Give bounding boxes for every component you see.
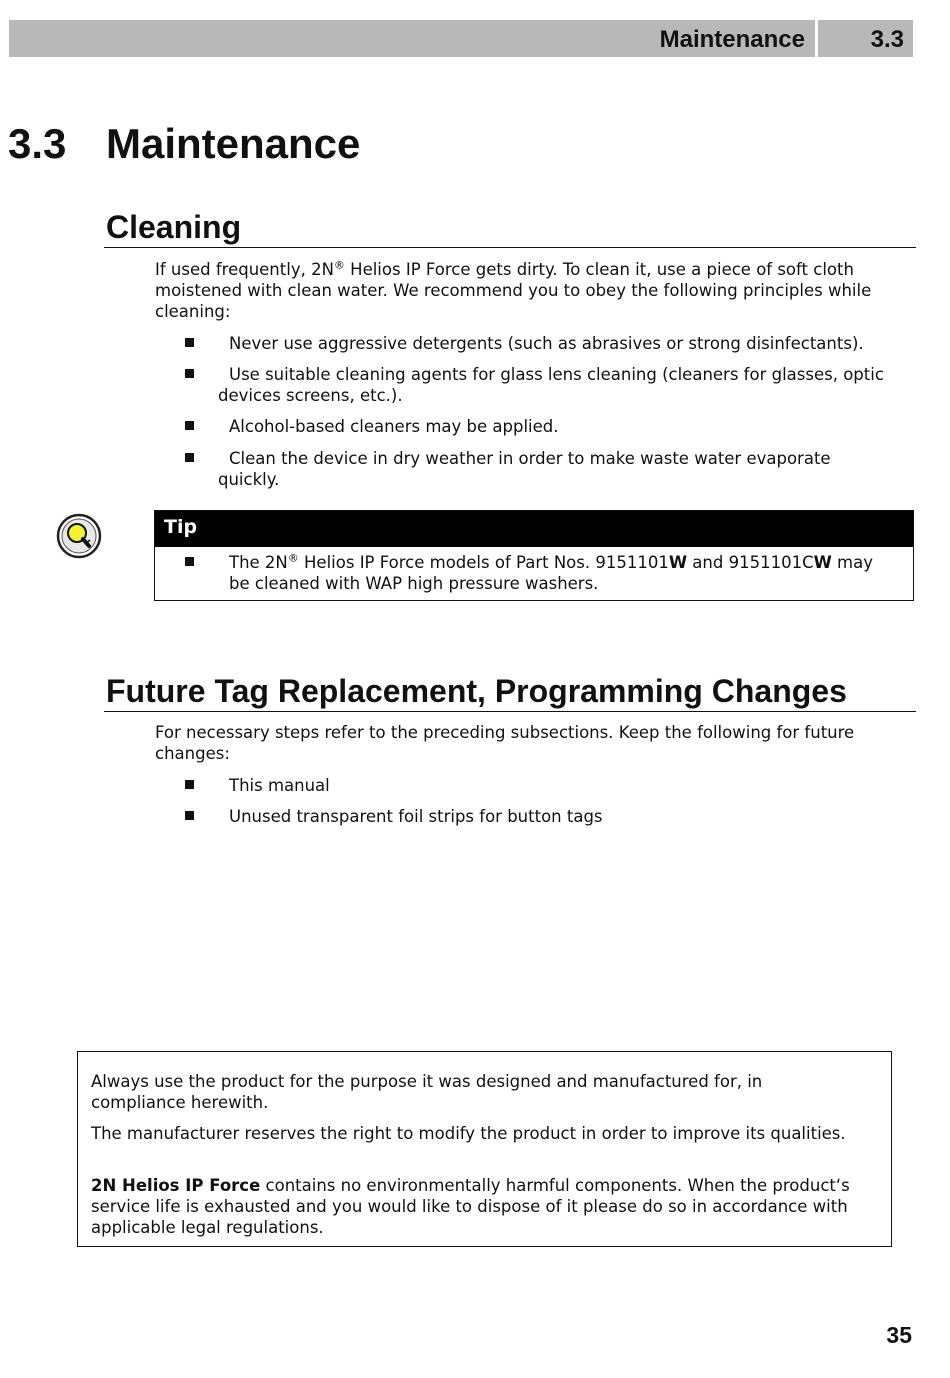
tip-text-part: Helios IP Force models of Part Nos. 9151101 (298, 553, 669, 572)
list-item-text: Never use aggressive detergents (such as abrasives or strong disinfectants). (229, 334, 864, 353)
list-item (185, 775, 885, 796)
tip-text (185, 552, 885, 594)
tip-list-item (185, 552, 885, 594)
running-header-title-bar (9, 20, 815, 57)
cleaning-heading-rule (104, 247, 916, 248)
notice-paragraph (91, 1175, 861, 1238)
bullet-square-icon (185, 557, 194, 566)
list-item-text: Use suitable cleaning agents for glass lens cleaning (cleaners for glasses, optic devices screens, etc.). (218, 365, 884, 405)
bullet-square-icon (185, 453, 194, 462)
list-item-text: This manual (229, 776, 330, 795)
bullet-square-icon (185, 421, 194, 430)
page-title-number: 3.3 (8, 120, 67, 167)
page-title (8, 120, 360, 168)
list-item (185, 448, 885, 490)
tip-text-bold: W (813, 553, 832, 572)
running-header-number-bar (818, 20, 913, 57)
notice-box (77, 1051, 892, 1247)
page-title-text: Maintenance (106, 120, 361, 167)
tip-box (154, 510, 914, 601)
running-header-title: Maintenance (659, 26, 805, 53)
tip-text-part: The 2N (229, 553, 288, 572)
list-item-text: Alcohol-based cleaners may be applied. (229, 417, 559, 436)
list-item (185, 364, 885, 406)
cleaning-intro-text-cont: Helios IP Force gets dirty. To clean it, use a piece of soft cloth moistened with clean water. We recommend you to obey the following principles while cleaning: (155, 260, 872, 321)
notice-product-name: 2N Helios IP Force (91, 1176, 261, 1195)
notice-paragraph-text: contains no environmentally harmful components. When the product‘s service life is exhausted and you would like to dispose of it please do so in accordance with applicable legal regulations. (91, 1176, 850, 1237)
cleaning-intro (155, 259, 915, 322)
registered-mark: ® (333, 258, 345, 272)
list-item-text: Unused transparent foil strips for button tags (229, 807, 603, 826)
tip-text-bold: W (668, 553, 688, 572)
bullet-square-icon (185, 780, 194, 789)
notice-paragraph: The manufacturer reserves the right to modify the product in order to improve its qualities. (91, 1124, 846, 1143)
list-item-text: Clean the device in dry weather in order to make waste water evaporate quickly. (218, 449, 831, 489)
page-number: 35 (886, 1322, 912, 1348)
running-header-number: 3.3 (870, 26, 904, 53)
tip-header-bar (155, 511, 913, 547)
list-item (185, 806, 885, 827)
bullet-square-icon (185, 338, 194, 347)
cleaning-intro-text: If used frequently, 2N (155, 260, 334, 279)
bullet-square-icon (185, 369, 194, 378)
future-intro: For necessary steps refer to the preceding subsections. Keep the following for future changes: (155, 723, 855, 763)
future-heading-rule (104, 711, 916, 712)
list-item (185, 333, 885, 354)
list-item (185, 416, 885, 437)
bullet-square-icon (185, 811, 194, 820)
registered-mark: ® (287, 551, 299, 565)
cleaning-heading: Cleaning (106, 209, 242, 245)
tip-label: Tip (164, 516, 198, 538)
tip-text-part: may be cleaned with WAP high pressure washers. (229, 553, 873, 593)
lightbulb-icon (56, 513, 102, 559)
notice-paragraph: Always use the product for the purpose it was designed and manufactured for, in compliance herewith. (91, 1072, 763, 1112)
future-heading: Future Tag Replacement, Programming Changes (106, 673, 847, 709)
tip-text-part: and 9151101C (687, 553, 814, 572)
